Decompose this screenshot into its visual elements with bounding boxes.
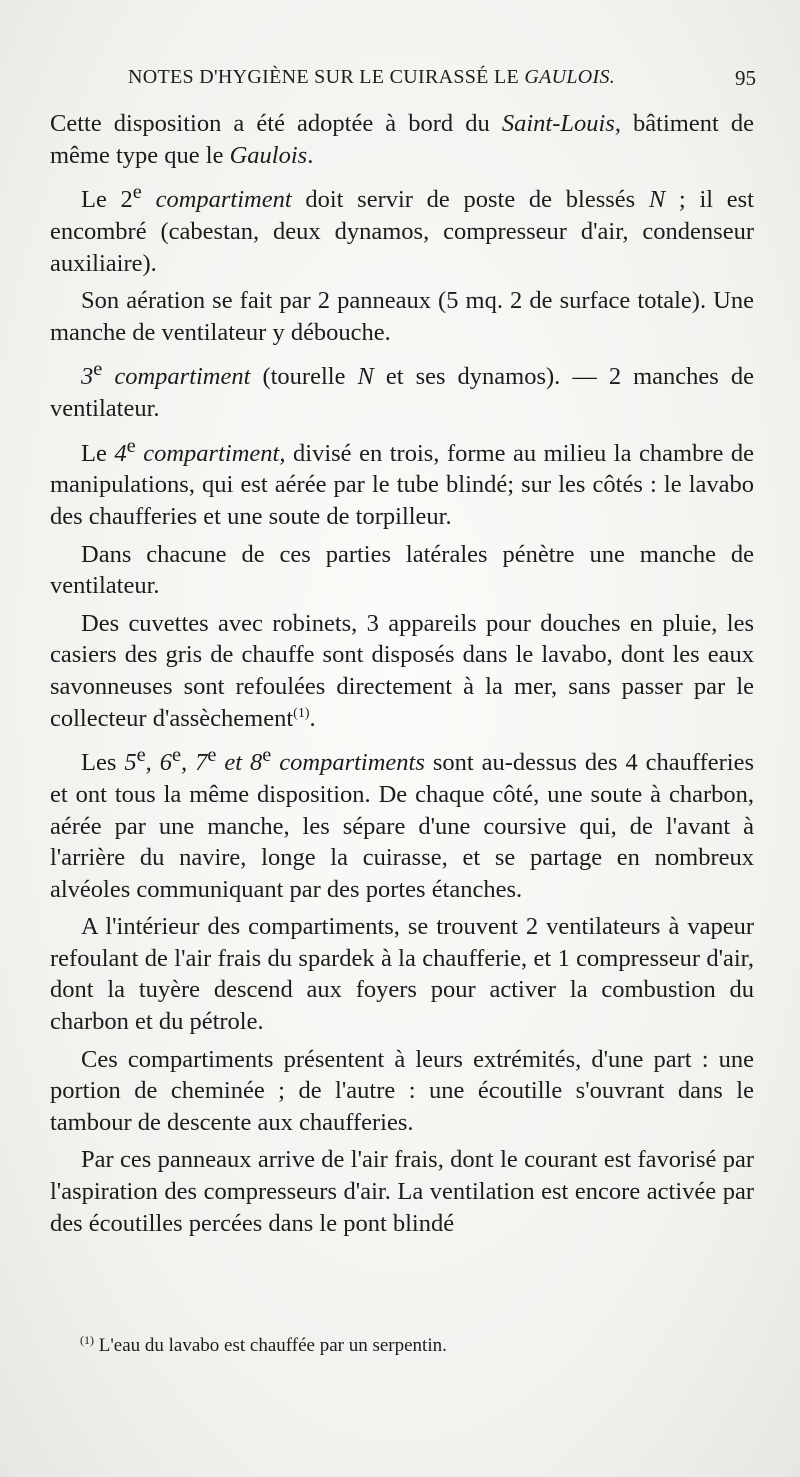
page-number: 95 (735, 66, 756, 90)
page-header (110, 66, 760, 98)
paragraph-2: Le 2e compartiment doit servir de poste de blessés N ; il est encombré (cabestan, deux dynamos, compresseur d'air, condenseur auxiliaire). (50, 181, 754, 277)
footnote (80, 1335, 750, 1357)
paragraph-1: Cette disposition a été adoptée à bord du Saint-Louis, bâtiment de même type que le Gaulois. (50, 110, 754, 169)
paragraph-6: Dans chacune de ces parties latérales pénètre une manche de ventilateur. (50, 540, 754, 600)
running-head: NOTES D'HYGIÈNE SUR LE CUIRASSÉ LE GAULOIS. (128, 66, 616, 88)
paragraph-3: Son aération se fait par 2 panneaux (5 mq. 2 de surface totale). Une manche de ventilateur y débouche. (50, 287, 754, 346)
paragraph-8: Les 5e, 6e, 7e et 8e compartiments sont au-dessus des 4 chaufferies et ont tous la même disposition. De chaque côté, une soute à charbon, aérée par une manche, les sépare d'une coursive qui, de l'avant à l'arrière du navire, longe la cuirasse, et se partage en nombreux alvéoles communiquant par des portes étanches. (50, 744, 755, 903)
footnote-mark: (1) (80, 1333, 94, 1347)
paragraph-7: Des cuvettes avec robinets, 3 appareils pour douches en pluie, les casiers des gris de chauffe sont disposés dans le lavabo, dont les eaux savonneuses sont refoulées directement à la mer, sans passer par le collecteur d'assèchement$^{(1)}$. (50, 609, 754, 732)
paragraph-9: A l'intérieur des compartiments, se trouvent 2 ventilateurs à vapeur refoulant de l'air frais du spardek à la chaufferie, et 1 compresseur d'air, dont la tuyère descend aux foyers pour activer la combustion du charbon et du pétrole. (50, 913, 754, 1036)
paragraph-11: Par ces panneaux arrive de l'air frais, dont le courant est favorisé par l'aspiration des compresseurs d'air. La ventilation est encore activée par des écoutilles percées dans le pont blindé (50, 1146, 754, 1237)
footnote-text: L'eau du lavabo est chauffée par un serpentin. (94, 1335, 447, 1356)
ship-name: GAULOIS. (524, 66, 616, 88)
paragraph-5: Le 4e compartiment, divisé en trois, forme au milieu la chambre de manipulations, qui est aérée par le tube blindé; sur les côtés : le lavabo des chaufferies et une soute de torpilleur. (50, 434, 755, 530)
body-text (50, 108, 754, 1245)
paragraph-4: 3e compartiment (tourelle N et ses dynamos). — 2 manches de ventilateur. (50, 358, 754, 423)
footnote-reference: (1) (293, 705, 310, 721)
paragraph-10: Ces compartiments présentent à leurs extrémités, d'une part : une portion de cheminée ; de l'autre : une écoutille s'ouvrant dans le tambour de descente aux chaufferies. (50, 1045, 754, 1136)
